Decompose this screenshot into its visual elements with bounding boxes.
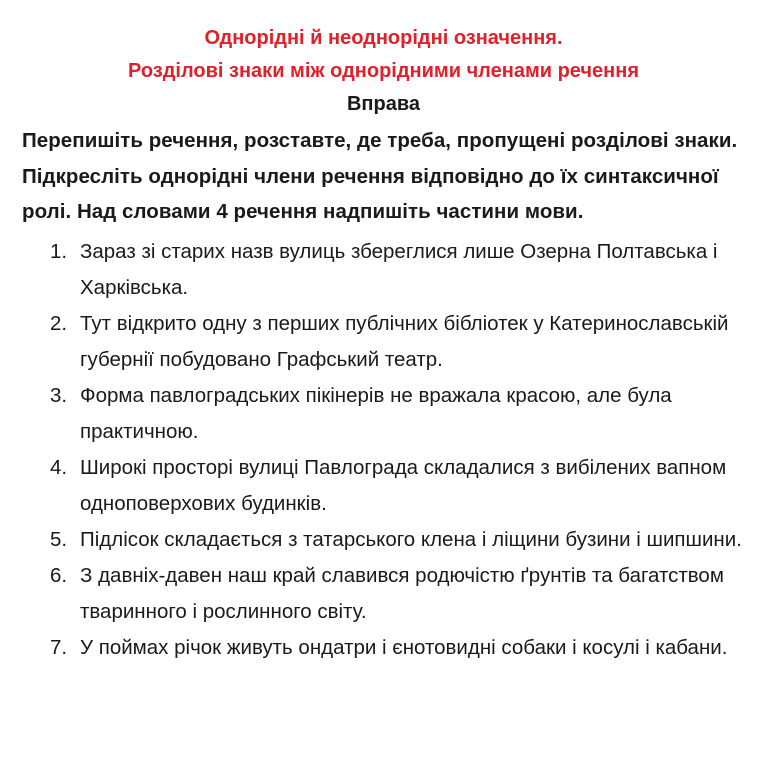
item-number: 5.	[50, 527, 68, 551]
list-item	[22, 234, 745, 306]
item-text: Підлісок складається з татарського клена і ліщини бузини і шипшини.	[80, 527, 742, 551]
item-number: 6.	[50, 563, 68, 587]
page-title-line2: Розділові знаки між однорідними членами речення	[127, 60, 639, 82]
list-item	[22, 630, 745, 666]
item-number: 3.	[50, 383, 68, 407]
task-instructions: Перепишіть речення, розставте, де треба, пропущені розділові знаки. Підкресліть однорідні члени речення відповідно до їх синтаксичної ролі. Над словами 4 речення надпишіть частини мови.	[22, 129, 738, 223]
item-text: Тут відкрито одну з перших публічних бібліотек у Катеринославській губернії побудовано Графський театр.	[80, 311, 729, 371]
list-item	[22, 522, 745, 558]
item-number: 2.	[50, 311, 68, 335]
list-item	[22, 378, 745, 450]
item-number: 4.	[50, 455, 68, 479]
item-number: 1.	[50, 239, 68, 263]
exercise-label: Вправа	[346, 93, 421, 115]
page-title-line1: Однорідні й неоднорідні означення.	[204, 27, 563, 49]
item-text: У поймах річок живуть ондатри і єнотовидні собаки і косулі і кабани.	[80, 635, 728, 659]
item-text: З давніх-давен наш край славився родючістю ґрунтів та багатством тваринного і рослинного світу.	[80, 563, 724, 623]
item-text: Зараз зі старих назв вулиць збереглися лише Озерна Полтавська і Харківська.	[80, 239, 718, 299]
list-item	[22, 306, 745, 378]
item-text: Форма павлоградських пікінерів не вражала красою, але була практичною.	[80, 383, 672, 443]
list-item	[22, 558, 745, 630]
item-text: Широкі просторі вулиці Павлограда складалися з вибілених вапном одноповерхових будинків.	[80, 455, 727, 515]
sentence-list	[22, 234, 745, 666]
list-item	[22, 450, 745, 522]
item-number: 7.	[50, 635, 68, 659]
